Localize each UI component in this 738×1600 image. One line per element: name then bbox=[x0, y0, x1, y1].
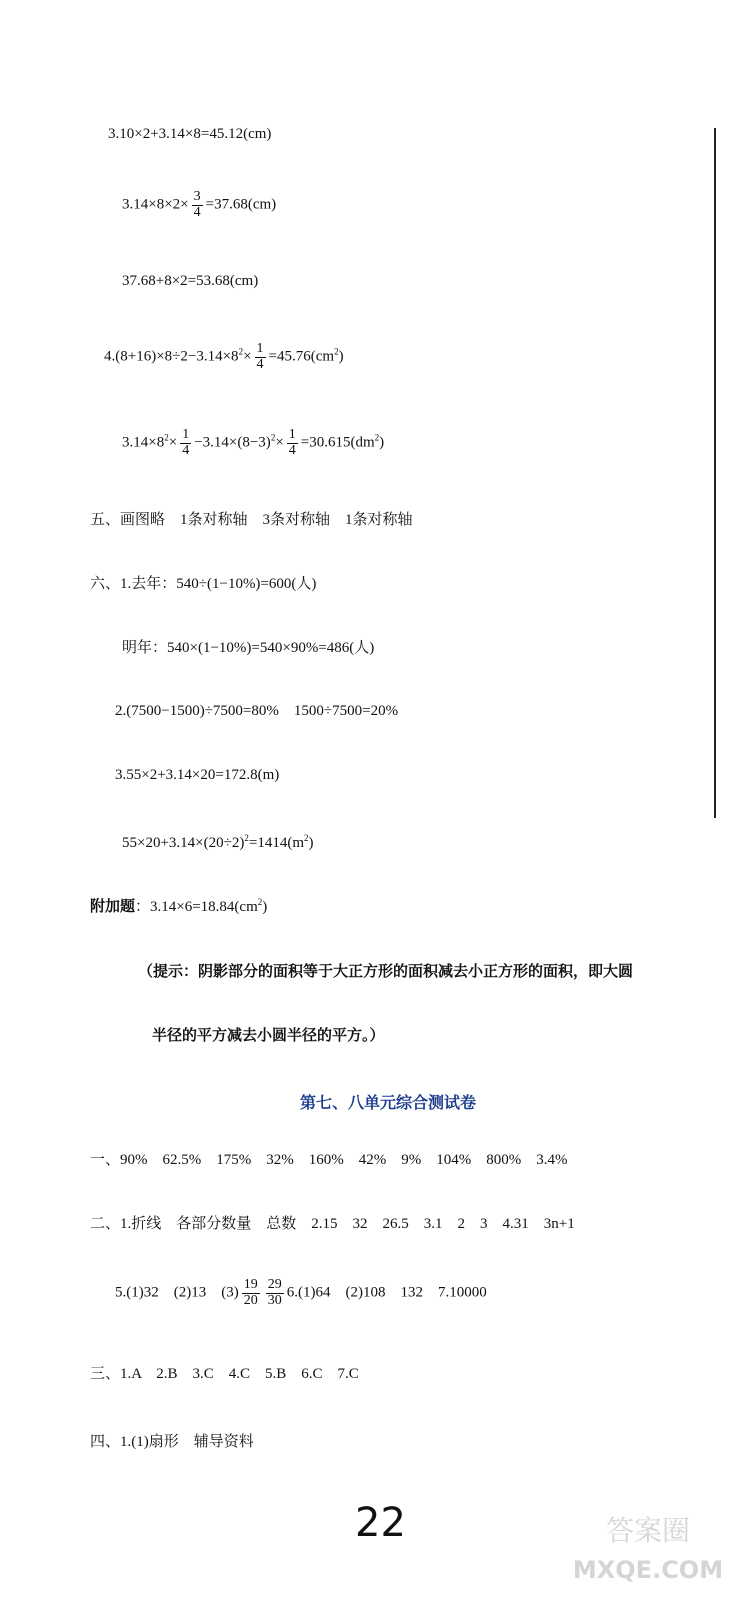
answer-line-3: 37.68+8×2=53.68(cm) bbox=[122, 273, 259, 289]
watermark-logo bbox=[568, 1500, 728, 1590]
fraction: $\frac{19}{20}$ bbox=[243, 1277, 258, 1308]
answer-line-17: 5.(1)32 (2)13 (3) $\frac{19}{20}$ $\frac{29}{30}$ 6.(1)64 (2)108 132 7.10000 bbox=[115, 1277, 487, 1308]
answer-line-1: 3.10×2+3.14×8=45.12(cm) bbox=[108, 126, 272, 142]
answer-line-7: 六、1.去年：540÷(1−10%)=600(人) bbox=[90, 576, 317, 592]
fraction: $\frac{3}{4}$ bbox=[193, 189, 201, 220]
answer-line-2: 3.14×8×2× $\frac{3}{4}$ =37.68(cm) bbox=[122, 189, 277, 220]
answer-line-6: 五、画图略 1条对称轴 3条对称轴 1条对称轴 bbox=[90, 512, 413, 528]
fraction: $\frac{29}{30}$ bbox=[267, 1277, 282, 1308]
answer-line-19: 四、1.(1)扇形 辅导资料 bbox=[90, 1434, 254, 1450]
fraction: $\frac{1}{4}$ bbox=[182, 427, 190, 458]
answer-line-5: $3.14\times 8^2\times$ $\frac{1}{4}$ $-3.14\times(8-3)^2\times$ $\frac{1}{4}$ $=30.615(dm^2)$ bbox=[122, 427, 385, 458]
section-title: 第七、八单元综合测试卷 bbox=[300, 1093, 477, 1112]
hint-line-2: 半径的平方减去小圆半径的平方。） bbox=[152, 1028, 385, 1044]
scan-edge-line bbox=[714, 128, 716, 818]
answer-line-10: 3.55×2+3.14×20=172.8(m) bbox=[115, 767, 280, 783]
answer-line-11: $55\times 20+3.14\times(20\div 2)^2=1414(m^2)$ bbox=[122, 833, 314, 851]
page-number: 22 bbox=[355, 1500, 406, 1546]
answer-line-8: 明年：540×(1−10%)=540×90%=486(人) bbox=[122, 640, 375, 656]
answer-line-9: 2.(7500−1500)÷7500=80% 1500÷7500=20% bbox=[115, 703, 399, 719]
answer-line-16: 二、1.折线 各部分数量 总数 2.15 32 26.5 3.1 2 3 4.31 3n+1 bbox=[90, 1216, 575, 1232]
hint-line-1: （提示：阴影部分的面积等于大正方形的面积减去小正方形的面积，即大圆 bbox=[138, 964, 634, 980]
watermark-text-2: MXQE.COM bbox=[572, 1556, 724, 1584]
bonus-question: 附加题：$3.14\times 6=18.84(cm^2)$ bbox=[90, 897, 268, 915]
fraction: $\frac{1}{4}$ bbox=[288, 427, 296, 458]
answer-line-15: 一、90% 62.5% 175% 32% 160% 42% 9% 104% 800% 3.4% bbox=[90, 1152, 568, 1168]
watermark-text-1: 答案圈 bbox=[605, 1514, 691, 1547]
fraction: $\frac{1}{4}$ bbox=[256, 341, 264, 372]
answer-line-4: $4.(8+16)\times 8\div 2-3.14\times 8^2\times$ $\frac{1}{4}$ $=45.76(cm^2)$ bbox=[104, 341, 344, 372]
answer-line-18: 三、1.A 2.B 3.C 4.C 5.B 6.C 7.C bbox=[90, 1366, 359, 1382]
